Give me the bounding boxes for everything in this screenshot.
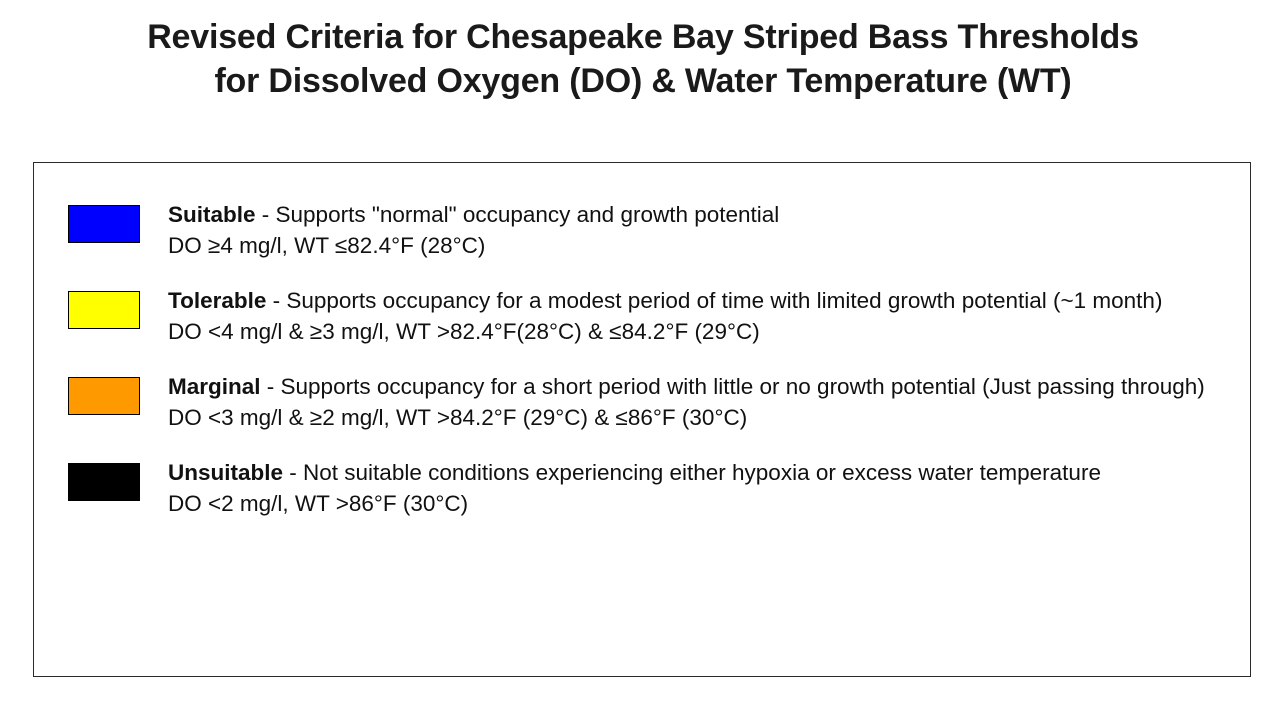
page-title [0,0,1286,103]
legend-item-tolerable [68,285,1224,347]
legend-item-text [168,285,1224,347]
legend-item-metrics: DO ≥4 mg/l, WT ≤82.4°F (28°C) [168,233,486,259]
color-swatch-marginal [68,377,140,415]
legend-item-text [168,457,1224,519]
legend-item-suitable [68,199,1224,261]
legend-item-label: Tolerable [168,288,267,314]
legend-item-label: Suitable [168,202,256,227]
legend-item-metrics: DO <2 mg/l, WT >86°F (30°C) [168,491,469,517]
page-title-line-1: Revised Criteria for Chesapeake Bay Striped Bass Thresholds [147,18,1139,56]
legend-item-label: Unsuitable [168,460,284,486]
legend-item-unsuitable [68,457,1224,519]
legend-box [33,162,1251,677]
legend-item-metrics: DO <4 mg/l & ≥3 mg/l, WT >82.4°F(28°C) & ≤84.2°F (29°C) [168,319,760,345]
legend-item-text [168,199,1224,261]
legend-item-description: - Not suitable conditions experiencing either hypoxia or excess water temperature [283,460,1101,486]
legend-item-label: Marginal [168,374,261,400]
legend-item-marginal [68,371,1224,433]
legend-item-metrics: DO <3 mg/l & ≥2 mg/l, WT >84.2°F (29°C) & ≤86°F (30°C) [168,405,748,431]
page-title-line-2: for Dissolved Oxygen (DO) & Water Temperature (WT) [214,61,1072,100]
legend-item-description: - Supports occupancy for a short period with little or no growth potential (Just passing through) [260,374,1205,400]
color-swatch-tolerable [68,291,140,329]
color-swatch-suitable [68,205,140,243]
color-swatch-unsuitable [68,463,140,501]
legend-item-text [168,371,1224,433]
legend-item-description: - Supports "normal" occupancy and growth potential [255,202,780,227]
legend-item-description: - Supports occupancy for a modest period of time with limited growth potential (~1 month) [266,288,1163,314]
